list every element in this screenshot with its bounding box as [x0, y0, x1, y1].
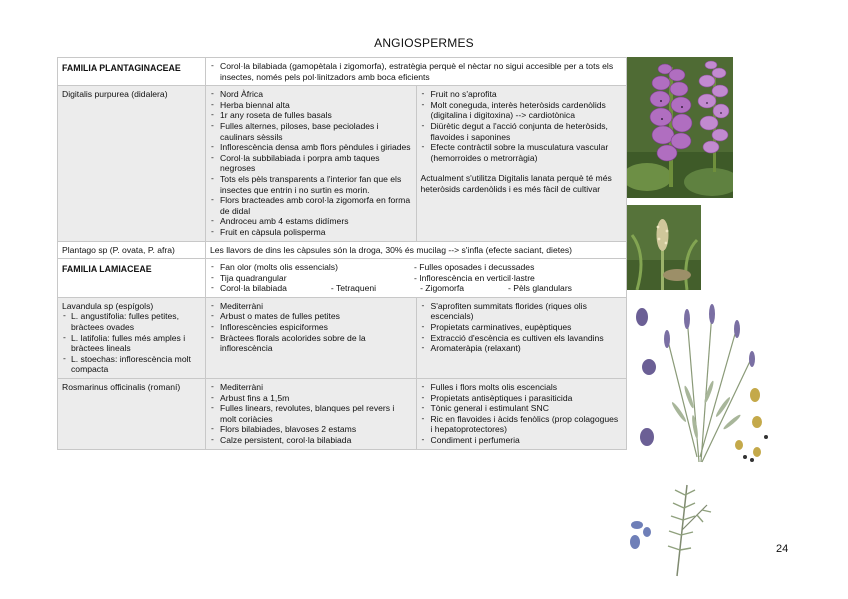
- list-item: - Condiment i perfumeria: [421, 435, 623, 446]
- list-item: - Fruit no s'aprofita: [421, 89, 623, 100]
- list-item: - Corol·la bilabiada: [210, 283, 287, 294]
- lamiaceae-grid: [210, 262, 622, 283]
- row-plantaginaceae: [58, 58, 627, 86]
- list-item: - Arbust fins a 1,5m: [210, 393, 412, 404]
- list-item: - Herba biennal alta: [210, 100, 412, 111]
- plantago-description: Les llavors de dins les càpsules són la droga, 30% és mucilag --> s'infla (efecte saciant, dietes): [206, 241, 627, 259]
- digitalis-features: [206, 86, 417, 241]
- list-item: - Propietats antisèptiques i parasiticida: [421, 393, 623, 404]
- digitalis-uses: [416, 86, 627, 241]
- list-item: - Inflorescència densa amb flors pèndules i giriades: [210, 142, 412, 153]
- row-lavandula: [58, 297, 627, 378]
- page-title: ANGIOSPERMES: [374, 36, 474, 50]
- list-item: - Molt coneguda, interès heteròsids cardenòlids (digitalina i digitoxina) --> cardiotònica: [421, 100, 623, 121]
- list-item: - Fulles i flors molts olis escencials: [421, 382, 623, 393]
- digitalis-use-list: [421, 89, 623, 163]
- lavandula-uses: [416, 297, 627, 378]
- list-item: - Extracció d'escència es cultiven els lavandins: [421, 333, 623, 344]
- rosemary-drawing: [627, 480, 719, 578]
- lavandula-name-cell: [58, 297, 206, 378]
- lavandula-illustration: [627, 297, 772, 467]
- list-item: - Mediterràni: [210, 382, 412, 393]
- list-item: - Corol·la subbilabiada i porpra amb taques negroses: [210, 153, 412, 174]
- plantaginaceae-text: - Corol·la bilabiada (gamopètala i zigomorfa), estratègia perquè el nèctar no sigui accesible per a tots els insectes, només pels pol·linitzadors amb boca eficients: [210, 61, 622, 82]
- list-item: - Androceu amb 4 estams didímers: [210, 216, 412, 227]
- rosmarinus-uses: [416, 379, 627, 450]
- plantago-name: Plantago sp (P. ovata, P. afra): [58, 241, 206, 259]
- rosmarinus-name: Rosmarinus officinalis (romaní): [58, 379, 206, 450]
- list-item: - Fan olor (molts olis essencials): [210, 262, 414, 273]
- digitalis-photo: [627, 57, 733, 198]
- list-item: - Bràctees florals acolorides sobre de la inflorescència: [210, 333, 412, 354]
- list-item: - Fulles linears, revolutes, blanques pel revers i molt coriàcies: [210, 403, 412, 424]
- lavandula-species-list: [62, 311, 201, 375]
- row-lamiaceae: [58, 259, 627, 298]
- lavandula-features: [206, 297, 417, 378]
- list-item: - Propietats carminatives, eupèptiques: [421, 322, 623, 333]
- lamiaceae-line3: [210, 283, 622, 294]
- row-plantago: [58, 241, 627, 259]
- list-item: - Tots els pèls transparents a l'interior fan que els insectes que entrin i no surtin es morin.: [210, 174, 412, 195]
- digitalis-feature-list: [210, 89, 412, 237]
- list-item: - Flors bracteades amb corol·la zigomorfa en forma de didal: [210, 195, 412, 216]
- digitalis-note: Actualment s'utilitza Digitalis lanata perquè té més heteròsids cardenòlids i es més fàcil de cultivar: [420, 173, 612, 194]
- list-item: - Efecte contràctil sobre la musculatura vascular (hemorroides o metrorràgia): [421, 142, 623, 163]
- rosmarinus-illustration: [627, 480, 719, 578]
- row-digitalis: [58, 86, 627, 241]
- list-item: - Flors bilabiades, blavoses 2 estams: [210, 424, 412, 435]
- plantago-photo: [627, 205, 701, 290]
- rosmarinus-features: [206, 379, 417, 450]
- list-item: - Inflorescència en verticil·lastre: [414, 272, 535, 283]
- plantaginaceae-description: [206, 58, 627, 86]
- list-item: - Fulles oposades i decussades: [414, 262, 535, 273]
- plantago-illustration: [627, 205, 701, 290]
- list-item: - 1r any roseta de fulles basals: [210, 110, 412, 121]
- family-lamiaceae: FAMILIA LAMIACEAE: [58, 259, 206, 298]
- plant-table: [57, 57, 627, 450]
- list-item: - L. angustifolia: fulles petites, bràctees ovades: [62, 311, 201, 332]
- list-item: - Ric en flavoides i àcids fenòlics (prop colagogues i hepatoprotectores): [421, 414, 623, 435]
- lamiaceae-description: [206, 259, 627, 298]
- list-item: - Zigomorfa: [420, 283, 464, 294]
- list-item: - Inflorescències espiciformes: [210, 322, 412, 333]
- lavandula-name: Lavandula sp (espígols): [62, 300, 154, 311]
- list-item: - Fulles alternes, piloses, base peciolades i caulinars sèssils: [210, 121, 412, 142]
- list-item: - Aromateràpia (relaxant): [421, 343, 623, 354]
- page-number: 24: [776, 543, 789, 555]
- list-item: - Fruit en càpsula polisperma: [210, 227, 412, 238]
- lavender-drawing: [627, 297, 772, 467]
- list-item: - Tija quadrangular: [210, 273, 414, 284]
- list-item: - L. latifolia: fulles més amples i bràctees lineals: [62, 333, 201, 354]
- list-item: - Nord Àfrica: [210, 89, 412, 100]
- digitalis-name: Digitalis purpurea (didalera): [58, 86, 206, 241]
- list-item: - L. stoechas: inflorescència molt compacta: [62, 354, 201, 375]
- list-item: - Tetraqueni: [330, 283, 377, 294]
- list-item: - Calze persistent, corol·la bilabiada: [210, 435, 412, 446]
- list-item: - S'aprofiten summitats florides (riques olis escencials): [421, 301, 623, 322]
- list-item: - Diürètic degut a l'acció conjunta de heteròsids, flavoides i saponines: [421, 121, 623, 142]
- list-item: - Pèls glandulars: [507, 283, 572, 294]
- list-item: - Mediterràni: [210, 301, 412, 312]
- family-plantaginaceae: FAMILIA PLANTAGINACEAE: [58, 58, 206, 86]
- digitalis-illustration: [627, 57, 733, 198]
- list-item: - Arbust o mates de fulles petites: [210, 311, 412, 322]
- list-item: - Tònic general i estimulant SNC: [421, 403, 623, 414]
- row-rosmarinus: [58, 379, 627, 450]
